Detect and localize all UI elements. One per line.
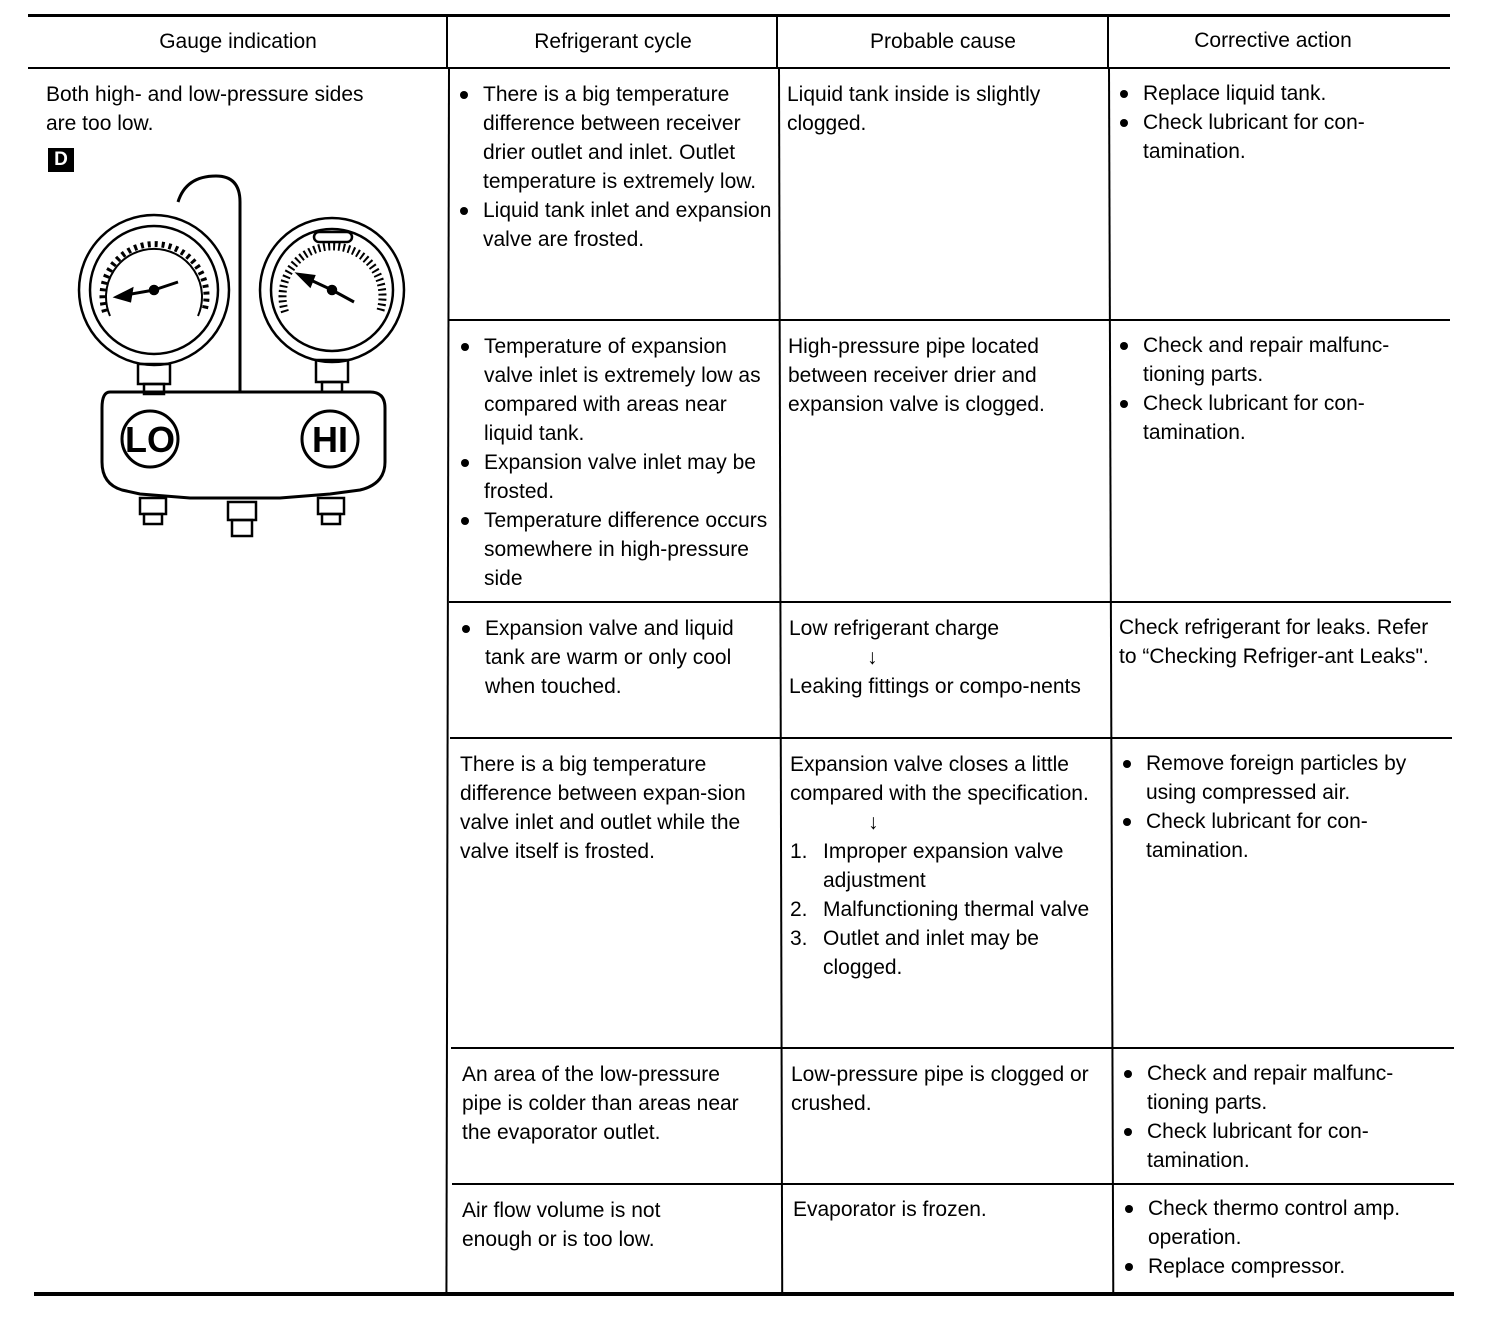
col-divider-2-body xyxy=(778,68,783,1294)
row4-cause xyxy=(790,750,1102,982)
row1-cycle xyxy=(458,80,773,254)
row3-cycle xyxy=(460,614,775,701)
row-rule-2 xyxy=(449,601,1451,603)
row5-cause: Low-pressure pipe is clogged or crushed. xyxy=(791,1063,1089,1115)
row2-cause: High-pressure pipe located between receiver drier and expansion valve is clogged. xyxy=(788,335,1045,416)
high-pressure-gauge-icon xyxy=(260,218,404,392)
row3-action: Check refrigerant for leaks. Refer to “Checking Refriger-ant Leaks". xyxy=(1119,616,1429,668)
row4-action xyxy=(1121,749,1436,865)
list-item: Check lubricant for con-tamination. xyxy=(1118,389,1438,447)
header-gauge-indication: Gauge indication xyxy=(159,30,317,53)
row6-cycle: Air flow volume is not enough or is too low. xyxy=(462,1199,661,1251)
row2-action xyxy=(1118,331,1438,447)
row6-cause: Evaporator is frozen. xyxy=(793,1198,987,1221)
table-bottom-rule xyxy=(34,1292,1454,1296)
tube-icon xyxy=(178,176,240,392)
manifold-gauge-illustration xyxy=(70,172,410,542)
row1-cause: Liquid tank inside is slightly clogged. xyxy=(787,83,1041,135)
row5-cycle: An area of the low-pressure pipe is colder than areas near the evaporator outlet. xyxy=(462,1063,739,1144)
list-item: 3. Outlet and inlet may be clogged. xyxy=(790,927,1039,979)
cause-text: Expansion valve closes a little compared with the specification. xyxy=(790,753,1089,805)
low-pressure-gauge-icon xyxy=(79,215,229,394)
list-item: There is a big temperature difference between receiver drier outlet and inlet. Outlet temperature is extremely low. xyxy=(458,80,773,196)
row-rule-4 xyxy=(451,1047,1454,1049)
row2-cycle xyxy=(459,332,774,593)
list-item: 2. Malfunctioning thermal valve xyxy=(790,898,1090,921)
gauge-indication-text xyxy=(46,80,426,138)
cause-text: Low refrigerant charge xyxy=(789,617,1000,640)
header-corrective-action: Corrective action xyxy=(1194,29,1352,52)
row-rule-1 xyxy=(448,319,1450,321)
list-item: Expansion valve and liquid tank are warm or only cool when touched. xyxy=(460,614,775,701)
gauge-text-line-2: are too low. xyxy=(46,112,154,135)
gauge-text-line-1: Both high- and low-pressure sides xyxy=(46,83,364,106)
header-refrigerant-cycle: Refrigerant cycle xyxy=(534,30,692,53)
list-item: Replace compressor. xyxy=(1123,1252,1423,1281)
list-item: Remove foreign particles by using compressed air. xyxy=(1121,749,1436,807)
row-rule-3 xyxy=(450,737,1452,739)
row-rule-5 xyxy=(452,1183,1454,1185)
table-top-rule xyxy=(28,14,1450,17)
list-item: Temperature difference occurs somewhere in high-pressure side xyxy=(459,506,774,593)
list-item: Check lubricant for con-tamination. xyxy=(1122,1117,1442,1175)
list-item: Check thermo control amp. operation. xyxy=(1123,1194,1423,1252)
header-probable-cause: Probable cause xyxy=(870,30,1016,53)
lo-label: LO xyxy=(125,419,175,460)
list-item: Expansion valve inlet may be frosted. xyxy=(459,448,774,506)
col-divider-3-body xyxy=(1108,68,1114,1294)
list-item: 1. Improper expansion valve adjustment xyxy=(790,840,1064,892)
figure-badge: D xyxy=(48,148,74,172)
list-item: Check lubricant for con-tamination. xyxy=(1121,807,1436,865)
list-item: Liquid tank inlet and expansion valve are frosted. xyxy=(458,196,773,254)
col-divider-1-body xyxy=(445,68,450,1294)
down-arrow-icon: ↓ xyxy=(868,811,879,834)
row6-action xyxy=(1123,1194,1423,1281)
list-item: Temperature of expansion valve inlet is extremely low as compared with areas near liquid tank. xyxy=(459,332,774,448)
list-item: Replace liquid tank. xyxy=(1118,79,1438,108)
cause-text: Leaking fittings or compo-nents xyxy=(789,675,1081,698)
list-item: Check lubricant for con-tamination. xyxy=(1118,108,1438,166)
list-item: Check and repair malfunc-tioning parts. xyxy=(1118,331,1438,389)
hi-label: HI xyxy=(312,419,348,460)
row4-cycle: There is a big temperature difference between expan-sion valve inlet and outlet while the valve itself is frosted. xyxy=(460,753,746,863)
down-arrow-icon: ↓ xyxy=(867,646,878,669)
row5-action xyxy=(1122,1059,1442,1175)
list-item: Check and repair malfunc-tioning parts. xyxy=(1122,1059,1442,1117)
row1-action xyxy=(1118,79,1438,166)
header-rule xyxy=(28,67,1450,69)
row3-cause xyxy=(789,614,1089,701)
